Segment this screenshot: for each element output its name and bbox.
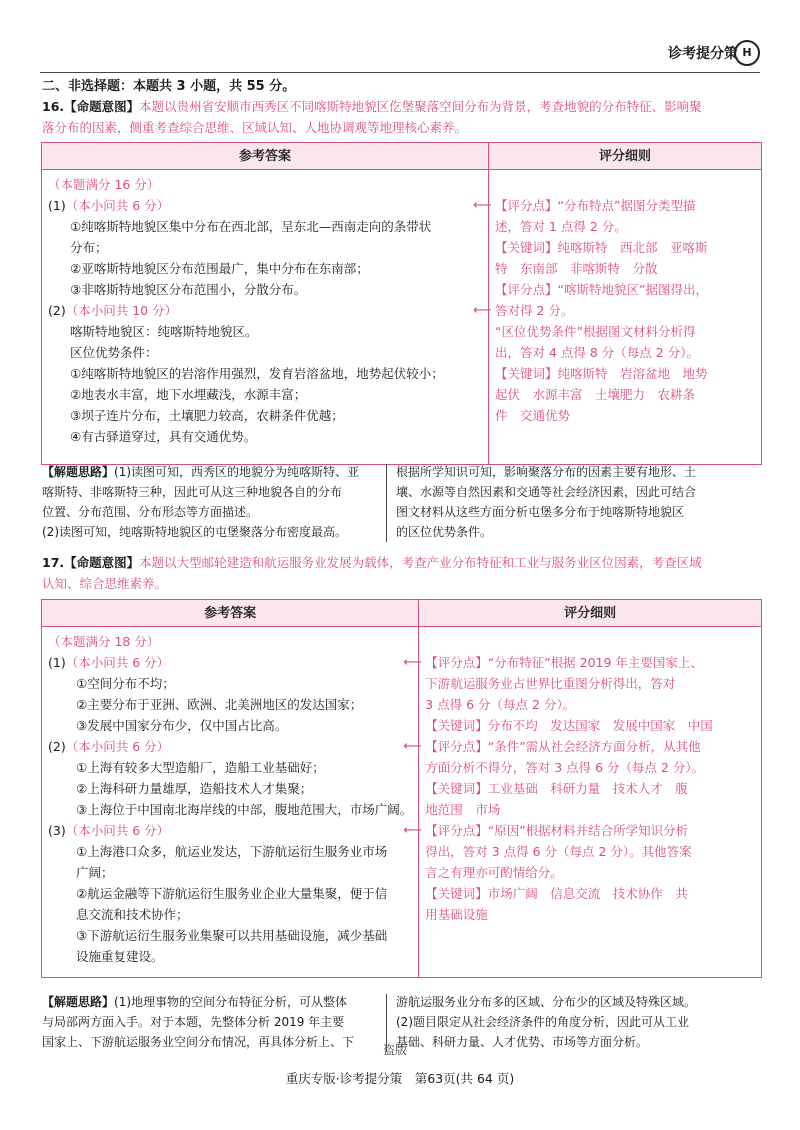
q17-number: 17. — [42, 555, 65, 570]
q17-p1-line: ③发展中国家分布少，仅中国占比高。 — [76, 718, 288, 733]
q17-g3-line: 得出，答对 3 点得 6 分（每点 2 分）。其他答案 — [425, 844, 692, 859]
q17-g1-line: 下游航运服务业占世界比重图分析得出，答对 — [425, 676, 676, 691]
q16-g2-line: 【关键词】纯喀斯特 岩溶盆地 地势 — [495, 366, 708, 381]
q17-p2-header: (2)（本小问共 6 分） — [48, 739, 170, 754]
arrow-left-icon: ⟵ — [473, 198, 492, 213]
q17-p3-line: ③下游航运衍生服务业集聚可以共用基础设施，减少基础 — [76, 928, 388, 943]
q16-g2-line: 【评分点】“喀斯特地貌区”据图得出， — [495, 282, 708, 297]
q16-total: （本题满分 16 分） — [48, 177, 160, 192]
q17-intent-line1: 本题以大型邮轮建造和航运服务业发展为载体，考查产业分布特征和工业与服务业区位因素，考查区域 — [139, 555, 702, 570]
piracy-stamp: 盗版 — [383, 1043, 408, 1057]
q17-g2-line: 方面分析不得分，答对 3 点得 6 分（每点 2 分）。 — [425, 760, 705, 775]
q16-p1-line: ③非喀斯特地貌区分布范围小，分散分布。 — [70, 282, 307, 297]
q17-intent-label: 【命题意图】 — [64, 555, 140, 570]
q16-col-answer: 参考答案 — [42, 143, 489, 170]
q17-p3-line: ②航运金融等下游航运衍生服务业企业大量集聚，便于信 — [76, 886, 388, 901]
arrow-left-icon: ⟵ — [403, 739, 422, 754]
q16-p2-line: ②地表水丰富，地下水埋藏浅，水源丰富； — [70, 387, 307, 402]
q17-g3-line: 【评分点】“原因”根据材料并结合所学知识分析 — [425, 823, 689, 838]
q17-thinking-left: 【解题思路】(1)地理事物的空间分布特征分析，可从整体 与局部两方面入手。对于本题，先整体分析 2019 年主要 国家上、下游航运服务业空间分布情况，再具体分析上、下 — [42, 995, 355, 1049]
q16-p1-line: ①纯喀斯特地貌区集中分布在西北部，呈东北—西南走向的条带状 — [70, 219, 432, 234]
q16-g1-line: 述，答对 1 点得 2 分。 — [495, 219, 627, 234]
q16-thinking-label: 【解题思路】 — [42, 465, 115, 479]
q16-thinking-left: 【解题思路】(1)读图可知，西秀区的地貌分为纯喀斯特、亚 喀斯特、非喀斯特三种，因此可从这三种地貌各自的分布 位置、分布范围、分布形态等方面描述。 (2)读图可知，纯喀斯特地貌区的屯堡聚落分布密度最高。 — [42, 465, 360, 539]
q17-p3-line: 息交流和技术协作； — [76, 907, 189, 922]
q17-answer-table — [41, 599, 762, 978]
q17-g1-line: 【评分点】“分布特征”根据 2019 年主要国家上、 — [425, 655, 703, 670]
q17-col-answer: 参考答案 — [42, 600, 419, 627]
q16-p2-line: ③坝子连片分布，土壤肥力较高，农耕条件优越； — [70, 408, 344, 423]
q17-grading-cell — [403, 627, 762, 978]
q17-thinking-right: 游航运服务业分布多的区域、分布少的区域及特殊区域。 (2)题目限定从社会经济条件的角度分析，因此可从工业 基础、科研力量、人才优势、市场等方面分析。 — [396, 995, 697, 1049]
q17-g3-line: 言之有理亦可酌情给分。 — [425, 865, 563, 880]
arrow-left-icon: ⟵ — [403, 823, 422, 838]
q17-g2-line: 地范围 市场 — [425, 802, 501, 817]
arrow-left-icon: ⟵ — [403, 655, 422, 670]
q16-g2-line: 件 交通优势 — [495, 408, 571, 423]
q16-thinking-right: 根据所学知识可知，影响聚落分布的因素主要有地形、土 壤、水源等自然因素和交通等社会经济因素，因此可结合 图文材料从这些方面分析屯堡多分布于纯喀斯特地貌区 的区位优势条件。 — [396, 465, 697, 539]
q16-p2-line: 喀斯特地貌区：纯喀斯特地貌区。 — [70, 324, 258, 339]
q16-p1-line: ②亚喀斯特地貌区分布范围最广，集中分布在东南部； — [70, 261, 369, 276]
brand-logo-icon: H — [734, 40, 760, 66]
q16-col-grading: 评分细则 — [489, 143, 762, 170]
q16-g2-line: “区位优势条件”根据图文材料分析得 — [495, 324, 696, 339]
q17-g3-line: 【关键词】市场广阔 信息交流 技术协作 共 — [425, 886, 688, 901]
q16-p2-line: ①纯喀斯特地貌区的岩溶作用强烈，发育岩溶盆地，地势起伏较小； — [70, 366, 444, 381]
q16-answer-table — [41, 142, 762, 465]
q17-total: （本题满分 18 分） — [48, 634, 160, 649]
q16-p2-header: (2)（本小问共 10 分） — [48, 303, 178, 318]
q16-thinking-divider — [386, 464, 387, 542]
section-title: 二、非选择题：本题共 3 小题，共 55 分。 — [42, 79, 296, 94]
q16-g2-line: 答对得 2 分。 — [495, 303, 574, 318]
q17-g2-line: 【关键词】工业基础 科研力量 技术人才 腹 — [425, 781, 688, 796]
q17-g2-line: 【评分点】“条件”需从社会经济方面分析，从其他 — [425, 739, 701, 754]
q17-p1-line: ②主要分布于亚洲、欧洲、北美洲地区的发达国家； — [76, 697, 363, 712]
page-footer: 重庆专版·诊考提分策 第63页(共 64 页) — [285, 1071, 515, 1086]
q17-intent — [42, 552, 762, 594]
q17-p3-line: 设施重复建设。 — [76, 949, 164, 964]
q16-p2-line: 区位优势条件： — [70, 345, 158, 360]
q17-col-grading: 评分细则 — [419, 600, 762, 627]
header-divider — [40, 72, 760, 73]
arrow-left-icon: ⟵ — [473, 303, 492, 318]
q17-g3-line: 用基础设施 — [425, 907, 488, 922]
q16-intent — [42, 96, 762, 138]
header-brand: 诊考提分策 — [668, 46, 738, 62]
q16-grading-cell — [473, 170, 762, 465]
q16-p2-line: ④有古驿道穿过，具有交通优势。 — [70, 429, 257, 444]
q16-g2-line: 起伏 水源丰富 土壤肥力 农耕条 — [495, 387, 696, 402]
q16-intent-line2: 落分布的因素，侧重考查综合思维、区域认知、人地协调观等地理核心素养。 — [42, 120, 468, 135]
q17-p2-line: ③上海位于中国南北海岸线的中部，腹地范围大，市场广阔。 — [76, 802, 413, 817]
q17-p3-line: ①上海港口众多，航运业发达，下游航运衍生服务业市场 — [76, 844, 388, 859]
q16-p1-line: 分布； — [70, 240, 108, 255]
q16-g1-line: 【评分点】“分布特点”据图分类型描 — [495, 198, 696, 213]
q17-answer-cell — [42, 627, 419, 978]
q17-g1-line: 3 点得 6 分（每点 2 分）。 — [425, 697, 576, 712]
q16-answer-cell — [42, 170, 489, 465]
q17-p3-line: 广阔； — [76, 865, 114, 880]
q16-intent-line1: 本题以贵州省安顺市西秀区不同喀斯特地貌区仡堡聚落空间分布为背景，考查地貌的分布特征、影响聚 — [139, 99, 702, 114]
q17-p2-line: ②上海科研力量雄厚，造船技术人才集聚； — [76, 781, 313, 796]
q17-intent-line2: 认知、综合思维素养。 — [42, 576, 168, 591]
q17-p3-header: (3)（本小问共 6 分） — [48, 823, 170, 838]
q16-g1-line: 【关键词】纯喀斯特 西北部 亚喀斯 — [495, 240, 708, 255]
q17-p1-header: (1)（本小问共 6 分） — [48, 655, 170, 670]
q17-g1-line: 【关键词】分布不均 发达国家 发展中国家 中国 — [425, 718, 713, 733]
q17-p1-line: ①空间分布不均； — [76, 676, 175, 691]
q16-intent-label: 【命题意图】 — [64, 99, 140, 114]
q16-p1-header: (1)（本小问共 6 分） — [48, 198, 170, 213]
q17-p2-line: ①上海有较多大型造船厂，造船工业基础好； — [76, 760, 325, 775]
q16-g2-line: 出，答对 4 点得 8 分（每点 2 分）。 — [495, 345, 699, 360]
q16-number: 16. — [42, 99, 65, 114]
q17-thinking-label: 【解题思路】 — [42, 995, 115, 1009]
q16-g1-line: 特 东南部 非喀斯特 分散 — [495, 261, 658, 276]
